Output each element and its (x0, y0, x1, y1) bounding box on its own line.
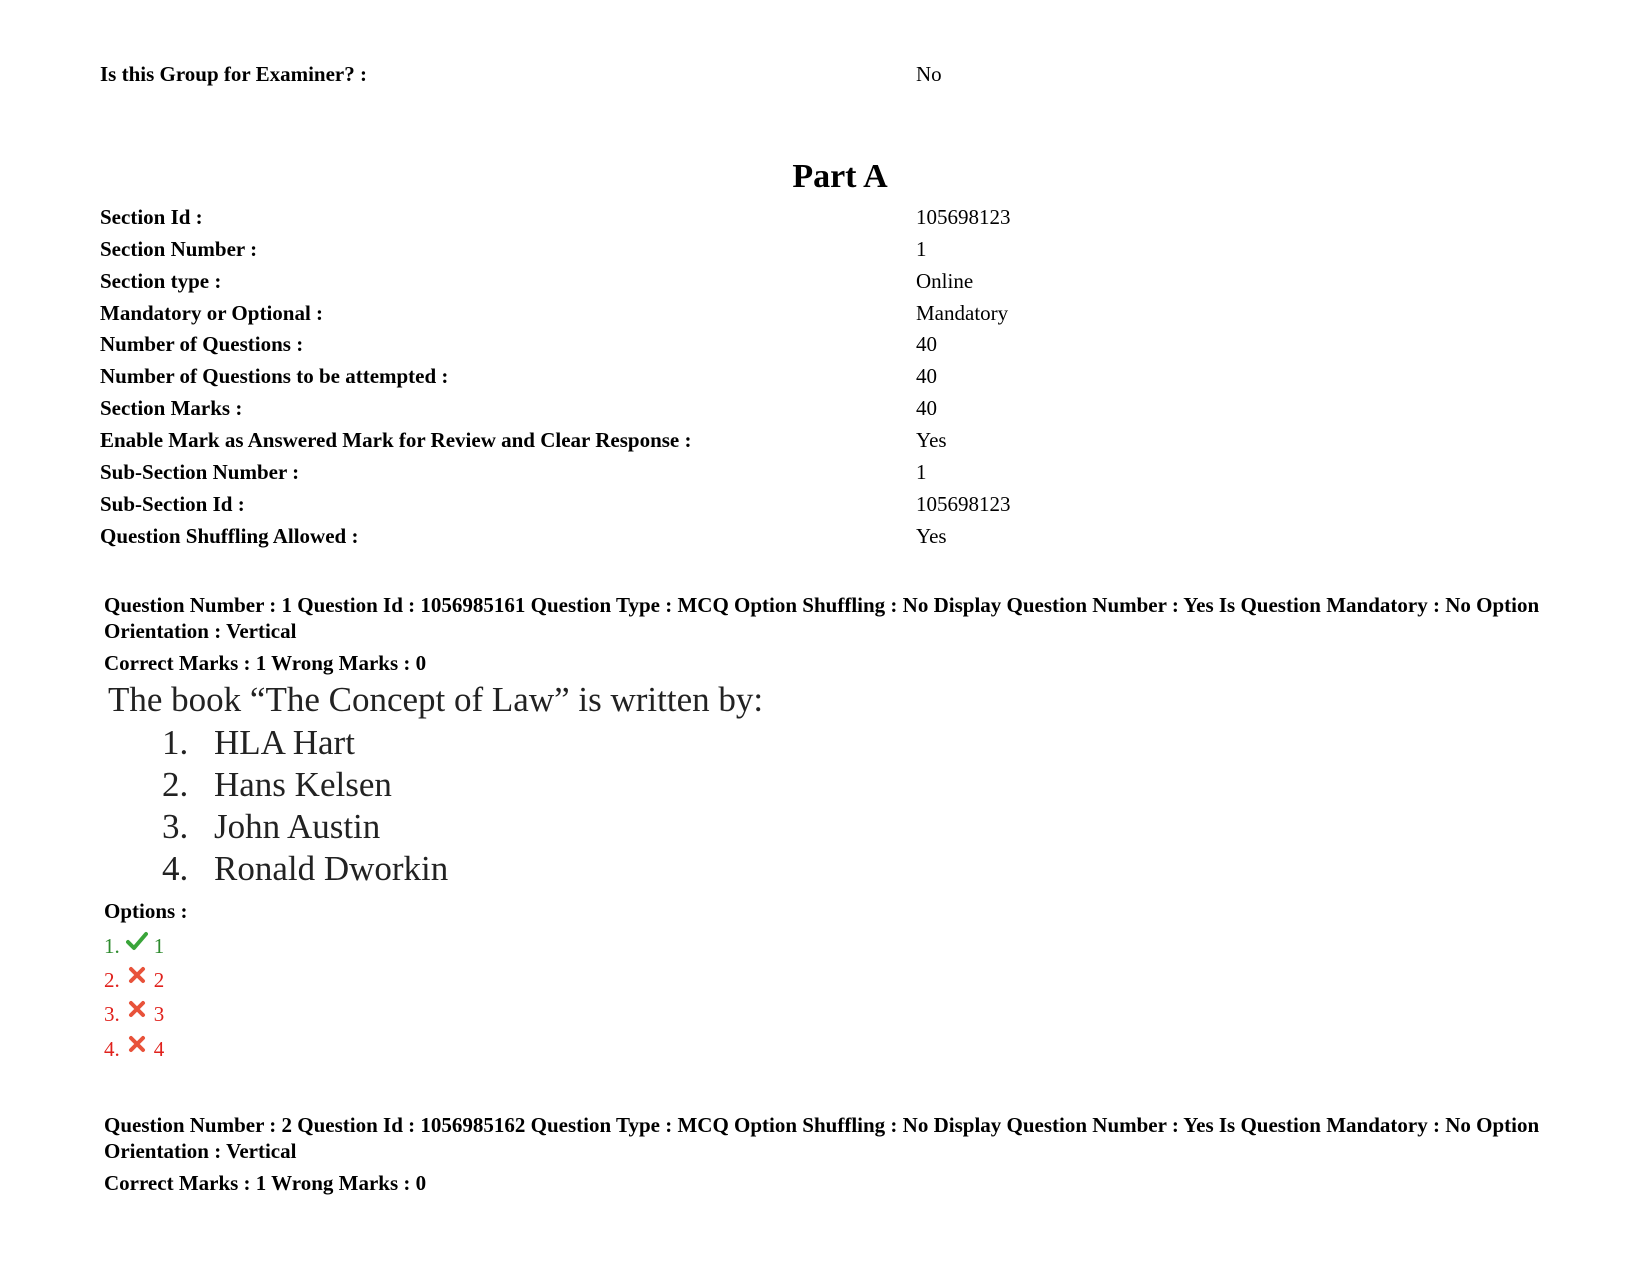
choice-number: 1. (162, 723, 189, 762)
section-id-label: Section Id : (100, 205, 203, 229)
option-4 (104, 1037, 164, 1062)
question-shuffling-label: Question Shuffling Allowed : (100, 524, 359, 548)
question-1-header: Question Number : 1 Question Id : 1056985161 Question Type : MCQ Option Shuffling : No Display Question Number : Yes Is Question Mandatory : No Option Orientation : Vertical (104, 593, 1540, 643)
section-type-value: Online (916, 269, 974, 293)
number-of-questions-label: Number of Questions : (100, 332, 304, 356)
option-value: 4 (153, 1037, 165, 1061)
option-value: 2 (153, 968, 165, 992)
question-1-choice (162, 849, 448, 889)
options-label: Options : (104, 899, 188, 923)
question-1-choice (162, 807, 380, 847)
sub-section-id-label: Sub-Section Id : (100, 492, 245, 516)
section-number-value: 1 (916, 237, 927, 261)
group-examiner-value: No (916, 62, 942, 86)
question-shuffling-value: Yes (916, 524, 947, 548)
section-marks-label: Section Marks : (100, 396, 243, 420)
choice-number: 2. (162, 765, 189, 804)
question-1-choice (162, 723, 355, 763)
option-number: 2. (104, 968, 120, 992)
cross-icon (126, 999, 148, 1019)
questions-to-attempt-label: Number of Questions to be attempted : (100, 364, 449, 388)
enable-mark-review-label: Enable Mark as Answered Mark for Review and Clear Response : (100, 428, 692, 452)
choice-text: John Austin (214, 807, 381, 846)
option-number: 4. (104, 1037, 120, 1061)
option-3 (104, 1002, 164, 1027)
cross-icon (126, 1034, 148, 1054)
option-number: 3. (104, 1002, 120, 1026)
part-title: Part A (792, 158, 888, 195)
question-1-marks: Correct Marks : 1 Wrong Marks : 0 (104, 651, 427, 675)
choice-number: 4. (162, 849, 189, 888)
option-2 (104, 968, 164, 993)
check-icon (126, 931, 148, 951)
choice-text: HLA Hart (214, 723, 355, 762)
choice-number: 3. (162, 807, 189, 846)
choice-text: Ronald Dworkin (214, 849, 449, 888)
section-number-label: Section Number : (100, 237, 258, 261)
question-1-body (104, 680, 824, 890)
section-type-label: Section type : (100, 269, 222, 293)
sub-section-id-value: 105698123 (916, 492, 1011, 516)
sub-section-number-label: Sub-Section Number : (100, 460, 300, 484)
option-value: 1 (153, 934, 165, 958)
option-1 (104, 934, 164, 959)
option-number: 1. (104, 934, 120, 958)
option-value: 3 (153, 1002, 165, 1026)
questions-to-attempt-value: 40 (916, 364, 937, 388)
sub-section-number-value: 1 (916, 460, 927, 484)
cross-icon (126, 965, 148, 985)
section-id-value: 105698123 (916, 205, 1011, 229)
question-1-stem: The book “The Concept of Law” is written by: (108, 680, 764, 719)
choice-text: Hans Kelsen (214, 765, 392, 804)
group-examiner-label: Is this Group for Examiner? : (100, 62, 367, 86)
question-1-choice (162, 765, 392, 805)
mandatory-optional-label: Mandatory or Optional : (100, 301, 324, 325)
question-2-marks: Correct Marks : 1 Wrong Marks : 0 (104, 1171, 427, 1195)
mandatory-optional-value: Mandatory (916, 301, 1009, 325)
section-marks-value: 40 (916, 396, 937, 420)
question-2-header: Question Number : 2 Question Id : 1056985162 Question Type : MCQ Option Shuffling : No Display Question Number : Yes Is Question Mandatory : No Option Orientation : Vertical (104, 1113, 1540, 1163)
number-of-questions-value: 40 (916, 332, 937, 356)
enable-mark-review-value: Yes (916, 428, 947, 452)
